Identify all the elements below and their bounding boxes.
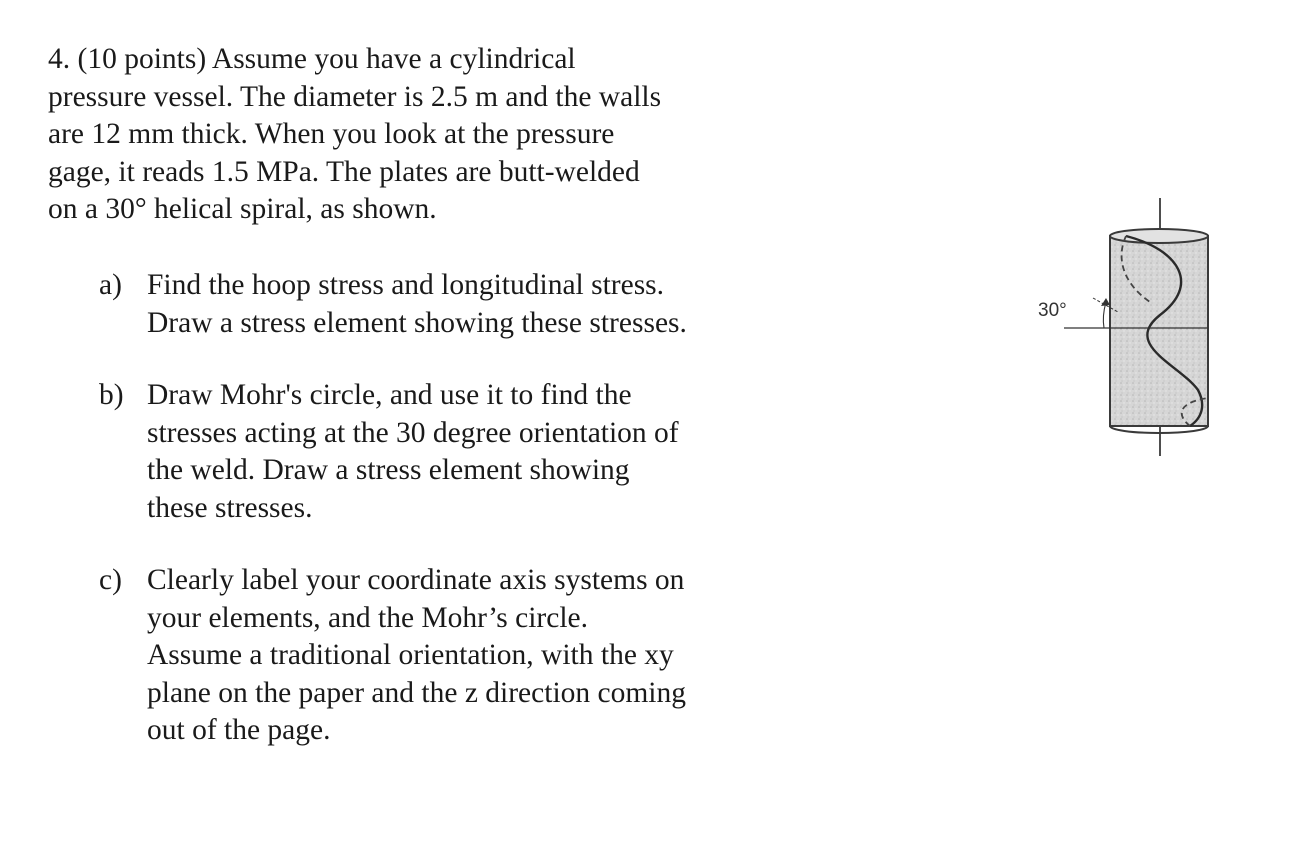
- part-b-text: [147, 377, 679, 527]
- angle-label: 30°: [1038, 300, 1067, 321]
- part-c-line: your elements, and the Mohr’s circle.: [147, 601, 589, 634]
- part-b-line: these stresses.: [147, 491, 313, 524]
- part-c-line: Assume a traditional orientation, with the xy: [147, 639, 674, 671]
- part-c-letter: c): [99, 564, 122, 596]
- part-b-line: Draw Mohr's circle, and use it to find the: [147, 379, 632, 411]
- problem-statement: [48, 41, 768, 746]
- part-c-line: out of the page.: [147, 714, 331, 746]
- part-a-line: Draw a stress element showing these stresses.: [147, 306, 687, 339]
- problem-stem-line: 4. (10 points) Assume you have a cylindrical: [48, 43, 576, 75]
- part-b-line: stresses acting at the 30 degree orientation of: [147, 416, 679, 449]
- cylinder-figure: [1030, 190, 1230, 465]
- part-c-line: Clearly label your coordinate axis systems on: [147, 564, 685, 596]
- part-c-text: [147, 562, 686, 750]
- helical-weld-diagram: [1030, 190, 1230, 465]
- problem-stem-line: gage, it reads 1.5 MPa. The plates are butt-welded: [48, 155, 640, 188]
- part-a-text: [147, 267, 687, 342]
- angle-arrowhead-icon: [1101, 298, 1110, 306]
- part-b-letter: b): [99, 379, 124, 411]
- angle-arc: [1103, 302, 1106, 328]
- part-b-line: the weld. Draw a stress element showing: [147, 454, 630, 486]
- cylinder-bottom-rim: [1110, 426, 1208, 433]
- problem-stem-line: pressure vessel. The diameter is 2.5 m and the walls: [48, 80, 662, 113]
- cylinder-body: [1110, 236, 1208, 426]
- part-a-letter: a): [99, 269, 122, 301]
- problem-stem-line: are 12 mm thick. When you look at the pressure: [48, 118, 615, 150]
- part-a-line: Find the hoop stress and longitudinal stress.: [147, 269, 665, 301]
- part-c-line: plane on the paper and the z direction coming: [147, 676, 686, 709]
- problem-stem-line: on a 30° helical spiral, as shown.: [48, 193, 437, 225]
